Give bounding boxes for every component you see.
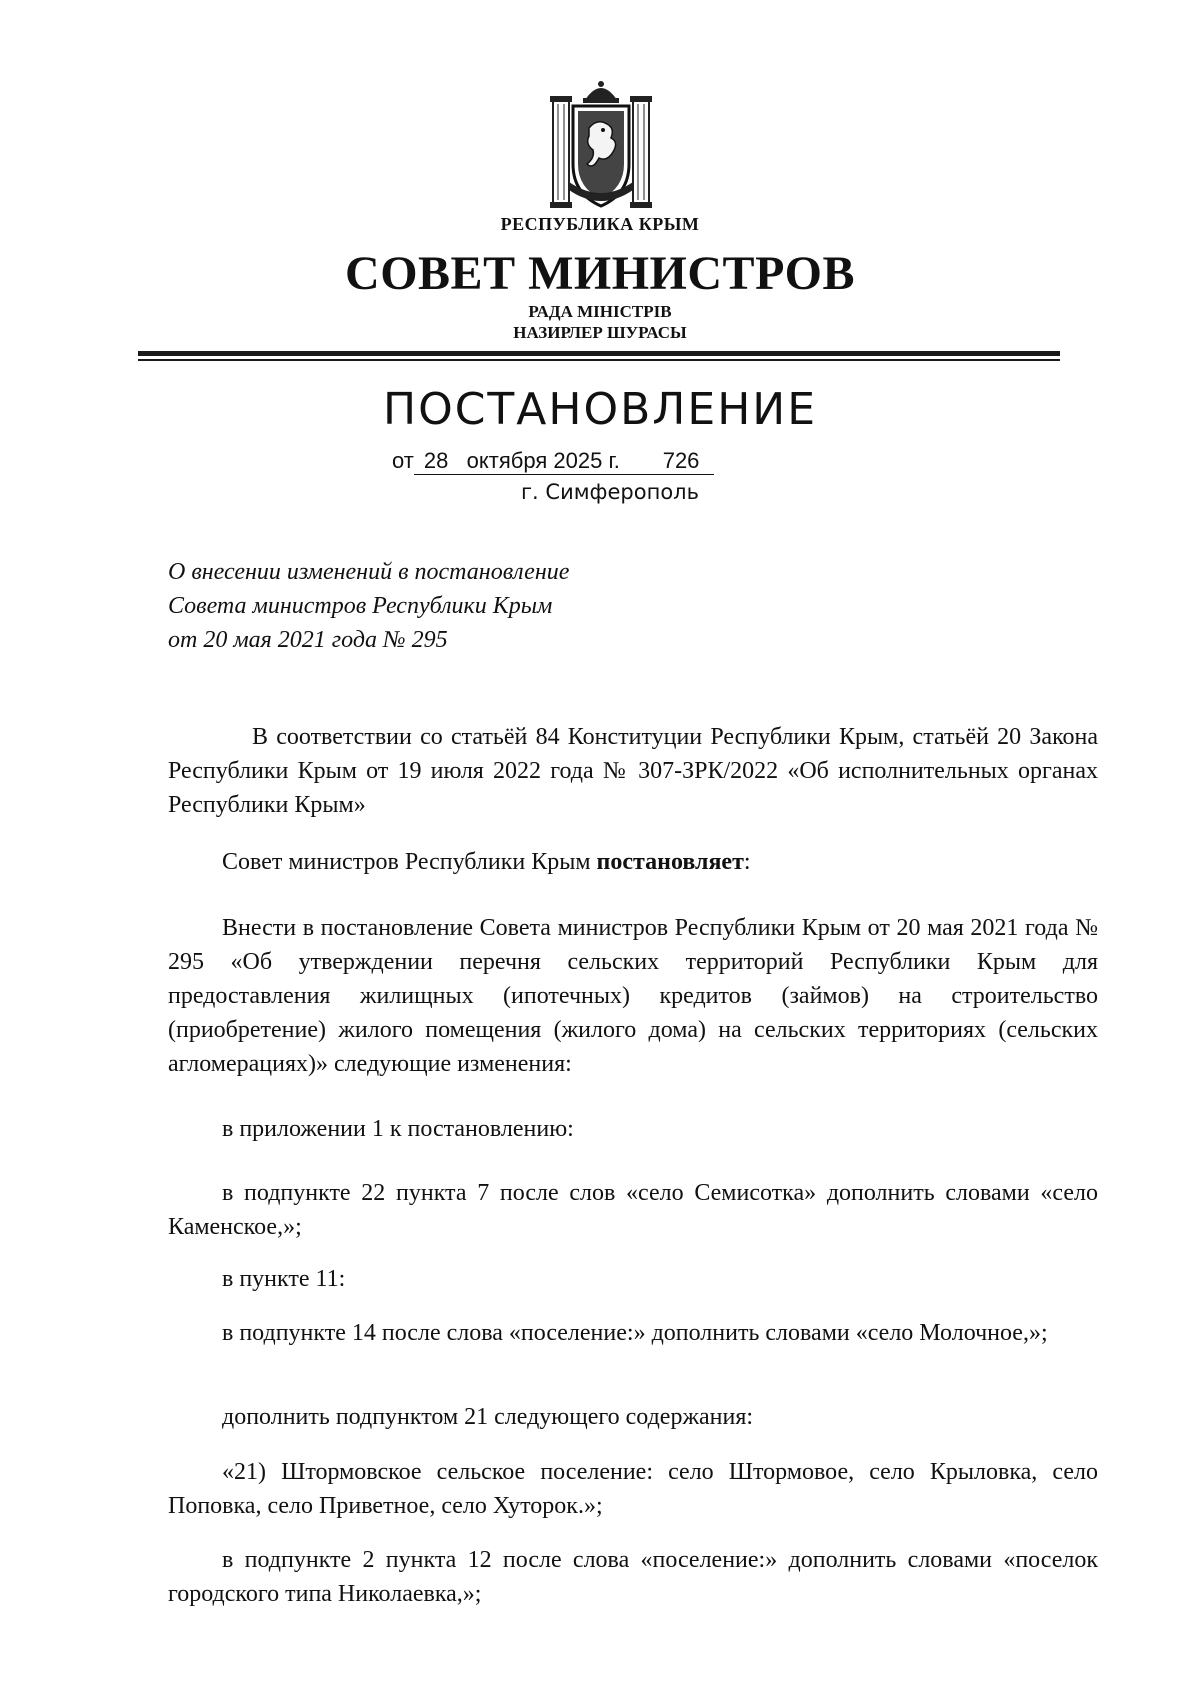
subject-line-1: О внесении изменений в постановление [168,559,570,585]
date-fill [414,448,714,475]
crimea-coat-of-arms-icon [549,78,653,212]
council-of-ministers-title: СОВЕТ МИНИСТРОВ [345,247,855,300]
paragraph-subitem-22: в подпункте 22 пункта 7 после слов «село Семисотка» дополнить словами «село Каменское,»; [168,1180,1098,1240]
decree-date-number [392,448,714,475]
decree-subject [168,555,768,657]
paragraph-subitem-14: в подпункте 14 после слова «поселение:» дополнить словами «село Молочное,»; [222,1320,1048,1346]
decree-month: октября [466,448,548,473]
resolves-text: Совет министров Республики Крым [222,849,597,875]
resolves-bold: постановляет [596,849,744,875]
paragraph-amend: Внести в постановление Совета министров Республики Крым от 20 мая 2021 года № 295 «Об утверждении перечня сельских территорий Республики Крым для предоставления жилищных (ипотечных) кредитов (займов) на строительство (приобретение) жилого помещения (жилого дома) на сельских территориях (сельских агломерациях)» следующие изменения: [168,915,1098,1077]
council-name-crimean-tatar: НАЗИРЛЕР ШУРАСЫ [513,323,687,342]
resolves-colon: : [743,849,751,875]
decree-year: 2025 г. [553,448,620,473]
paragraph-legal-basis: В соответствии со статьёй 84 Конституции Республики Крым, статьёй 20 Закона Республики Крым от 19 июля 2022 года № 307-ЗРК/2022 «Об исполнительных органах Республики Крым» [168,724,1098,818]
paragraph-subitem-21-text: «21) Штормовское сельское поселение: село Штормовое, село Крыловка, село Поповка, село Приветное, село Хуторок.»; [168,1459,1098,1519]
subject-line-3: от 20 мая 2021 года № 295 [168,627,448,653]
paragraph-item-12: в подпункте 2 пункта 12 после слова «поселение:» дополнить словами «поселок городского типа Николаевка,»; [168,1547,1098,1607]
paragraph-add-subitem-21: дополнить подпунктом 21 следующего содержания: [222,1404,754,1430]
decree-number: 726 [662,448,700,473]
paragraph-appendix: в приложении 1 к постановлению: [222,1116,574,1142]
paragraph-resolves [168,845,1098,879]
header-divider-thick [138,351,1060,356]
header-divider-thin [138,359,1060,361]
decree-city: г. Симферополь [521,480,699,504]
council-name-ukrainian: РАДА МІНІСТРІВ [528,302,672,321]
decree-day: 28 [423,448,449,473]
date-prefix: от [392,448,414,473]
republic-name: РЕСПУБЛИКА КРЫМ [500,214,700,234]
paragraph-item-11: в пункте 11: [222,1266,346,1292]
subject-line-2: Совета министров Республики Крым [168,593,553,619]
document-type-title: ПОСТАНОВЛЕНИЕ [382,384,817,435]
